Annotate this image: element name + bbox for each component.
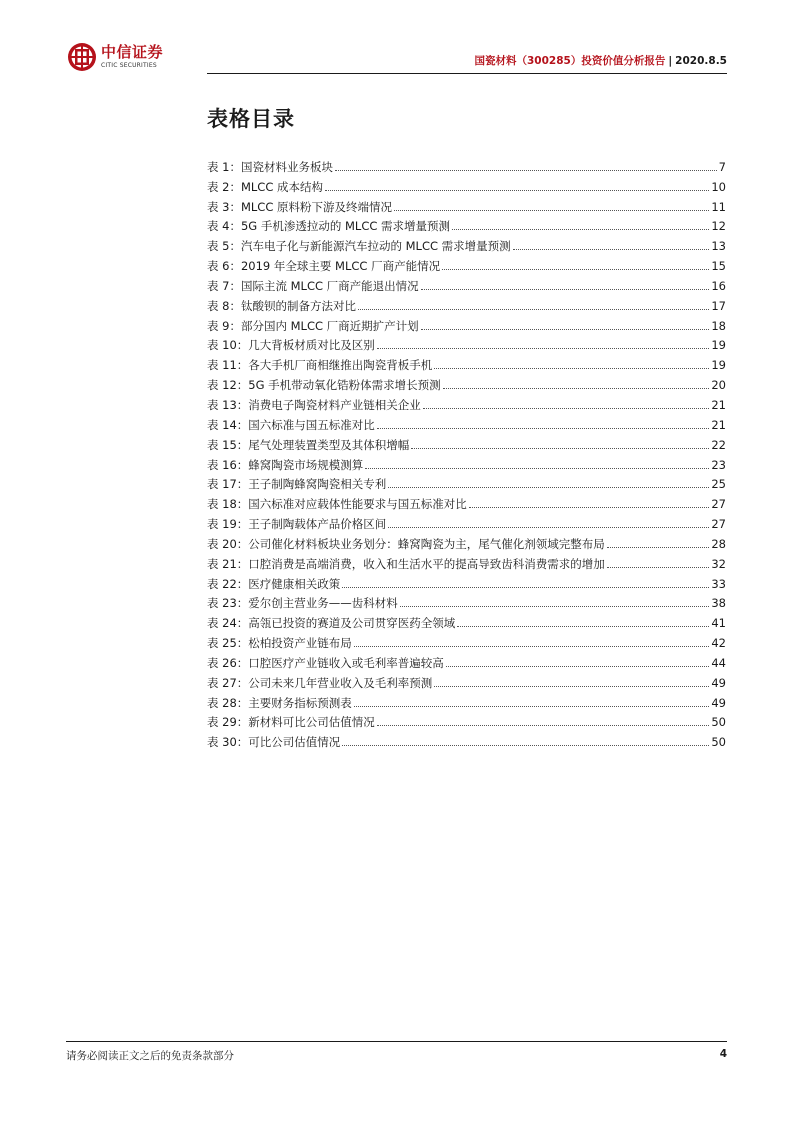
- toc-entry-label: 表 3：MLCC 原料粉下游及终端情况: [207, 199, 393, 214]
- toc-entry-label: 表 23：爱尔创主营业务——齿科材料: [207, 596, 398, 611]
- header-divider: [207, 73, 727, 74]
- toc-entry-label: 表 1：国瓷材料业务板块: [207, 159, 333, 174]
- citic-emblem-icon: [67, 42, 97, 72]
- footer-divider: [66, 1041, 727, 1042]
- citic-logo: [67, 41, 177, 73]
- toc-entry-page: 19: [711, 358, 726, 373]
- toc-entry-label: 表 20：公司催化材料板块业务划分：蜂窝陶瓷为主，尾气催化剂领域完整布局: [207, 536, 605, 551]
- logo-english-name: CITIC SECURITIES: [101, 62, 157, 69]
- toc-entry-page: 50: [711, 735, 726, 750]
- toc-leader-dots: [377, 725, 710, 726]
- toc-leader-dots: [388, 487, 709, 488]
- toc-leader-dots: [513, 249, 710, 250]
- toc-entry-label: 表 17：王子制陶蜂窝陶瓷相关专利: [207, 477, 387, 492]
- toc-entry[interactable]: [207, 491, 726, 511]
- toc-entry-label: 表 5：汽车电子化与新能源汽车拉动的 MLCC 需求增量预测: [207, 239, 511, 254]
- toc-leader-dots: [457, 626, 709, 627]
- toc-entry-label: 表 10：几大背板材质对比及区别: [207, 338, 375, 353]
- footer-disclaimer: 请务必阅读正文之后的免责条款部分: [66, 1050, 234, 1062]
- toc-entry[interactable]: [207, 194, 726, 214]
- toc-entry-label: 表 15：尾气处理装置类型及其体积增幅: [207, 437, 410, 452]
- toc-entry-page: 32: [711, 556, 726, 571]
- toc-entry-page: 22: [711, 437, 726, 452]
- toc-leader-dots: [342, 745, 709, 746]
- toc-entry[interactable]: [207, 650, 726, 670]
- toc-entry-page: 27: [711, 497, 726, 512]
- toc-entry-label: 表 22：医疗健康相关政策: [207, 576, 341, 591]
- toc-entry[interactable]: [207, 472, 726, 492]
- toc-entry[interactable]: [207, 690, 726, 710]
- toc-entry-label: 表 27：公司未来几年营业收入及毛利率预测: [207, 675, 433, 690]
- toc-leader-dots: [421, 329, 710, 330]
- logo-chinese-name: 中信证券: [101, 43, 164, 61]
- toc-entry[interactable]: [207, 710, 726, 730]
- toc-entry-label: 表 29：新材料可比公司估值情况: [207, 715, 375, 730]
- report-date: 2020.8.5: [675, 55, 727, 67]
- toc-entry[interactable]: [207, 571, 726, 591]
- toc-entry-page: 23: [711, 457, 726, 472]
- toc-entry[interactable]: [207, 531, 726, 551]
- toc-entry-page: 12: [711, 219, 726, 234]
- toc-entry-label: 表 24：高瓴已投资的赛道及公司贯穿医药全领域: [207, 616, 456, 631]
- toc-entry-page: 7: [718, 159, 726, 174]
- toc-leader-dots: [365, 468, 709, 469]
- toc-entry-page: 28: [711, 536, 726, 551]
- toc-entry-label: 表 9：部分国内 MLCC 厂商近期扩产计划: [207, 318, 419, 333]
- toc-entry[interactable]: [207, 214, 726, 234]
- toc-leader-dots: [354, 646, 710, 647]
- toc-entry[interactable]: [207, 432, 726, 452]
- toc-leader-dots: [421, 289, 710, 290]
- toc-entry-page: 25: [711, 477, 726, 492]
- toc-entry-label: 表 18：国六标准对应载体性能要求与国五标准对比: [207, 497, 467, 512]
- toc-entry-page: 41: [711, 616, 726, 631]
- toc-leader-dots: [358, 309, 709, 310]
- report-header: [474, 53, 727, 68]
- toc-entry[interactable]: [207, 313, 726, 333]
- toc-leader-dots: [377, 348, 710, 349]
- toc-entry[interactable]: [207, 233, 726, 253]
- page-title: 表格目录: [207, 107, 295, 131]
- toc-leader-dots: [377, 428, 710, 429]
- toc-entry[interactable]: [207, 670, 726, 690]
- toc-leader-dots: [335, 170, 717, 171]
- toc-entry-label: 表 21：口腔消费是高端消费，收入和生活水平的提高导致齿科消费需求的增加: [207, 556, 605, 571]
- toc-leader-dots: [446, 666, 710, 667]
- toc-leader-dots: [442, 269, 709, 270]
- toc-entry-page: 50: [711, 715, 726, 730]
- toc-entry-label: 表 30：可比公司估值情况: [207, 735, 341, 750]
- toc-leader-dots: [388, 527, 709, 528]
- toc-entry-label: 表 6：2019 年全球主要 MLCC 厂商产能情况: [207, 259, 441, 274]
- toc-entry[interactable]: [207, 273, 726, 293]
- toc-entry[interactable]: [207, 452, 726, 472]
- header-separator: |: [668, 55, 673, 67]
- toc-leader-dots: [469, 507, 710, 508]
- toc-entry[interactable]: [207, 154, 726, 174]
- page-number: 4: [719, 1048, 727, 1060]
- toc-leader-dots: [434, 368, 709, 369]
- toc-leader-dots: [434, 686, 709, 687]
- toc-entry-page: 20: [711, 378, 726, 393]
- toc-entry-label: 表 25：松柏投资产业链布局: [207, 636, 352, 651]
- toc-leader-dots: [354, 706, 710, 707]
- toc-leader-dots: [607, 547, 710, 548]
- toc-entry[interactable]: [207, 392, 726, 412]
- toc-leader-dots: [400, 606, 710, 607]
- toc-entry-label: 表 26：口腔医疗产业链收入或毛利率普遍较高: [207, 655, 444, 670]
- toc-leader-dots: [607, 567, 710, 568]
- toc-entry-page: 17: [711, 298, 726, 313]
- toc-leader-dots: [325, 190, 709, 191]
- toc-leader-dots: [394, 210, 709, 211]
- toc-entry[interactable]: [207, 729, 726, 749]
- toc-entry-page: 13: [711, 239, 726, 254]
- toc-entry-page: 38: [711, 596, 726, 611]
- toc-entry-label: 表 14：国六标准与国五标准对比: [207, 417, 375, 432]
- toc-leader-dots: [452, 229, 709, 230]
- toc-entry[interactable]: [207, 511, 726, 531]
- toc-entry-label: 表 19：王子制陶载体产品价格区间: [207, 517, 387, 532]
- toc-leader-dots: [342, 587, 709, 588]
- toc-entry[interactable]: [207, 610, 726, 630]
- toc-entry-page: 21: [711, 397, 726, 412]
- toc-entry-page: 15: [711, 259, 726, 274]
- toc-leader-dots: [443, 388, 710, 389]
- toc-leader-dots: [423, 408, 710, 409]
- toc-entry[interactable]: [207, 551, 726, 571]
- toc-entry-label: 表 8：钛酸钡的制备方法对比: [207, 298, 356, 313]
- toc-entry-page: 44: [711, 655, 726, 670]
- toc-entry[interactable]: [207, 630, 726, 650]
- toc-entry-label: 表 7：国际主流 MLCC 厂商产能退出情况: [207, 278, 419, 293]
- toc-entry[interactable]: [207, 333, 726, 353]
- toc-entry-page: 27: [711, 517, 726, 532]
- toc-entry[interactable]: [207, 253, 726, 273]
- toc-entry-label: 表 12：5G 手机带动氧化锆粉体需求增长预测: [207, 378, 441, 393]
- toc-entry-label: 表 11：各大手机厂商相继推出陶瓷背板手机: [207, 358, 433, 373]
- report-title: 国瓷材料（300285）投资价值分析报告: [474, 55, 666, 67]
- toc-entry[interactable]: [207, 293, 726, 313]
- toc-leader-dots: [411, 448, 709, 449]
- toc-entry[interactable]: [207, 591, 726, 611]
- toc-entry-label: 表 16：蜂窝陶瓷市场规模测算: [207, 457, 364, 472]
- toc-entry-page: 49: [711, 675, 726, 690]
- toc-entry-page: 33: [711, 576, 726, 591]
- toc-entry-label: 表 28：主要财务指标预测表: [207, 695, 352, 710]
- toc-entry-page: 18: [711, 318, 726, 333]
- toc-entry-page: 21: [711, 417, 726, 432]
- toc-entry-page: 49: [711, 695, 726, 710]
- toc-entry[interactable]: [207, 352, 726, 372]
- table-of-contents: [207, 154, 726, 749]
- toc-entry-page: 16: [711, 278, 726, 293]
- toc-entry-page: 10: [711, 179, 726, 194]
- toc-entry[interactable]: [207, 372, 726, 392]
- toc-entry-page: 11: [711, 199, 726, 214]
- toc-entry[interactable]: [207, 174, 726, 194]
- toc-entry-label: 表 13：消费电子陶瓷材料产业链相关企业: [207, 397, 421, 412]
- toc-entry-page: 42: [711, 636, 726, 651]
- toc-entry-label: 表 2：MLCC 成本结构: [207, 179, 324, 194]
- toc-entry-label: 表 4：5G 手机渗透拉动的 MLCC 需求增量预测: [207, 219, 451, 234]
- toc-entry-page: 19: [711, 338, 726, 353]
- toc-entry[interactable]: [207, 412, 726, 432]
